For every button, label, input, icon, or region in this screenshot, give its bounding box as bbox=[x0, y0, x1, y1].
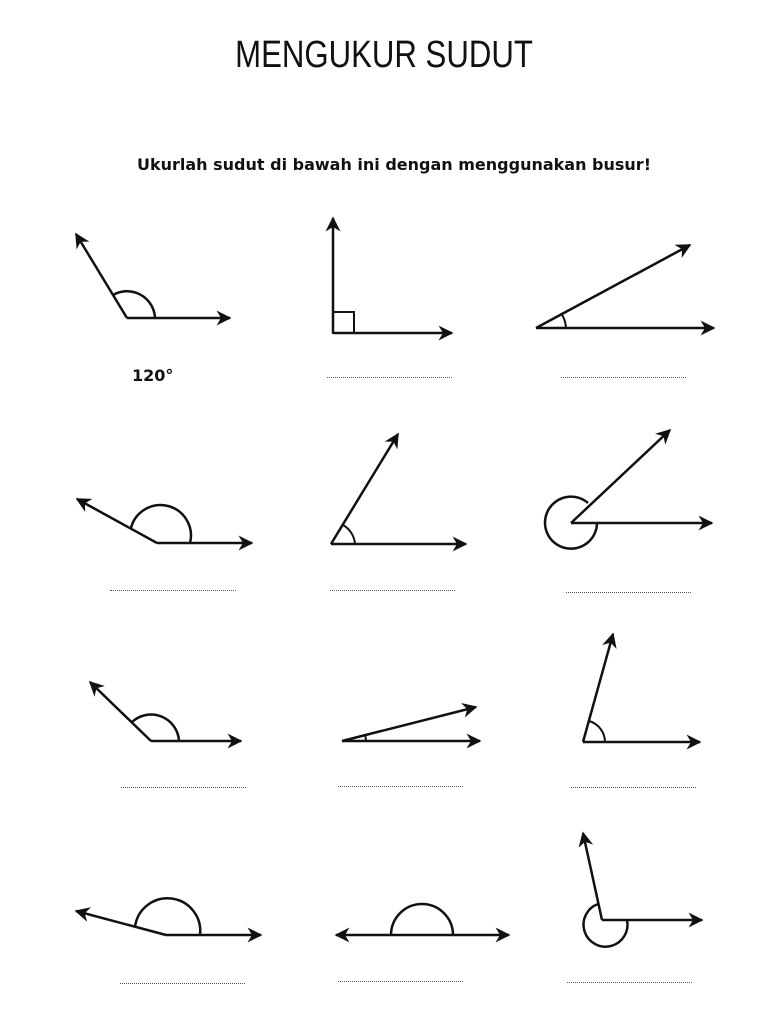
angle-5-diagram bbox=[331, 434, 466, 544]
answer-blank-4[interactable] bbox=[110, 590, 236, 591]
angle-7-diagram bbox=[90, 682, 241, 741]
angle-3-diagram bbox=[536, 245, 714, 328]
answer-blank-12[interactable] bbox=[567, 982, 692, 983]
angle-11-diagram bbox=[336, 904, 509, 935]
answer-blank-9[interactable] bbox=[571, 787, 696, 788]
worksheet-title: MENGUKUR SUDUT bbox=[235, 34, 533, 76]
angle-9-diagram bbox=[583, 634, 700, 742]
answer-blank-10[interactable] bbox=[120, 983, 245, 984]
angle-4-diagram bbox=[77, 499, 252, 543]
answer-blank-7[interactable] bbox=[121, 787, 246, 788]
angle-2-diagram bbox=[333, 218, 452, 333]
angle-1-diagram bbox=[76, 234, 230, 318]
angle-10-diagram bbox=[76, 898, 261, 935]
answer-blank-2[interactable] bbox=[327, 377, 452, 378]
answer-blank-5[interactable] bbox=[330, 590, 455, 591]
example-answer: 120° bbox=[132, 366, 174, 385]
answer-blank-8[interactable] bbox=[338, 786, 463, 787]
angle-6-diagram bbox=[545, 430, 712, 549]
angle-8-diagram bbox=[342, 707, 480, 741]
worksheet-instruction: Ukurlah sudut di bawah ini dengan menggunakan busur! bbox=[136, 155, 651, 174]
answer-blank-11[interactable] bbox=[338, 981, 463, 982]
answer-blank-6[interactable] bbox=[566, 592, 691, 593]
angle-12-diagram bbox=[583, 833, 702, 947]
answer-blank-3[interactable] bbox=[561, 377, 686, 378]
